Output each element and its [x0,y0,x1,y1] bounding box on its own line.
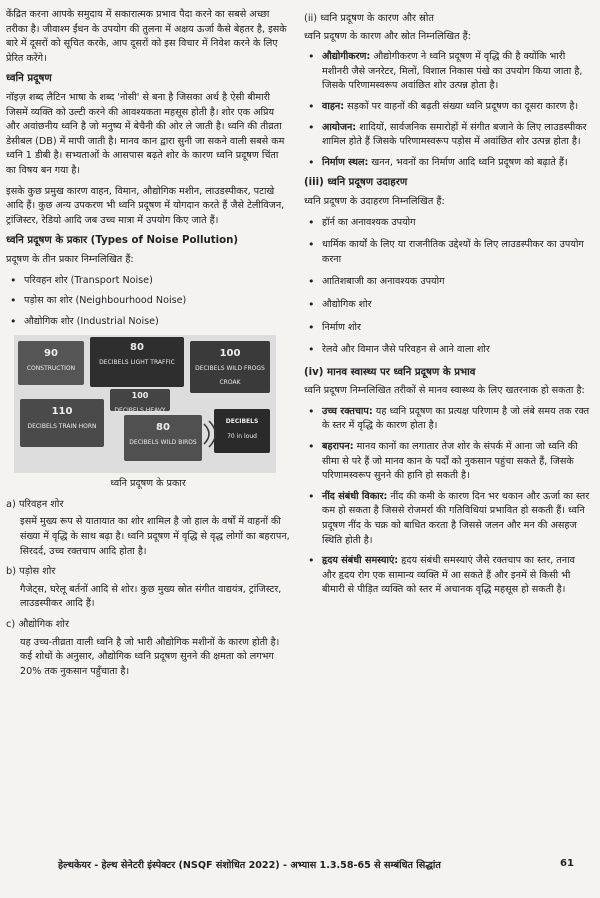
cause-item [304,156,590,171]
tile-label: DECIBELS WILD BIRDS [129,438,197,446]
causes-list [304,50,590,170]
birds-tile [124,415,202,461]
types-list [6,274,290,330]
section-c-text: यह उच्च-तीव्रता वाली ध्वनि है जो भारी औद्योगिक मशीनों के कारण होती है। कई शोधों के अनुसार, औद्योगिक ध्वनि प्रदूषण सुनने की क्षमता को लगभग 20% तक नुकसान पहुँचाता है। [20,636,280,677]
page-footer: हेल्थकेयर - हेल्थ सेनेटरी इंस्पेक्टर (NSQF संशोधित 2022) - अभ्यास 1.3.58-65 से सम्बंधित सिद्धांत [58,860,441,871]
cause-item [304,121,590,150]
example-item: • निर्माण शोर [304,321,590,336]
cause-term: औद्योगीकरण: [322,51,371,63]
tile-label: DECIBELS LIGHT TRAFFIC [99,358,175,366]
tile-value: 90 [44,348,58,360]
noise-paragraph-2: इसके कुछ प्रमुख कारण वाहन, विमान, औद्योगिक मशीन, लाउडस्पीकर, पटाखे आदि हैं। कुछ अन्य उपकरण भी ध्वनि प्रदूषण में योगदान करते हैं जैसे टेलीविजन, ट्रांजिस्टर, रेडियो आदि जब उच्च मात्रा में उपयोग किए जाते हैं। [6,185,285,226]
heavy-traffic-tile [110,389,170,414]
tile-label: CONSTRUCTION [26,364,76,372]
example-item: • हॉर्न का अनावश्यक उपयोग [304,216,590,231]
effect-text: यह ध्वनि प्रदूषण का प्रत्यक्ष परिणाम है जो लंबे समय तक रक्त के स्तर में वृद्धि के कारण होता है। [322,405,590,432]
cause-term: वाहन: [322,100,345,112]
types-intro: प्रदूषण के तीन प्रकार निम्नलिखित हैं: [6,253,134,265]
cause-term: निर्माण स्थल: [322,156,369,168]
page-number: 61 [560,858,574,869]
example-item: • धार्मिक कार्यों के लिए या राजनीतिक उद्देश्यों के लिए लाउडस्पीकर का उपयोग करना [304,238,590,267]
noise-types-figure [14,335,276,473]
cause-text: औद्योगीकरण ने ध्वनि प्रदूषण में वृद्धि की है क्योंकि भारी मशीनरी जैसे जनरेटर, मिलों, विशाल निकास पंखे का उपयोग किया जाता है, जिसके परिणामस्वरूप अवांछित शोर उत्पन्न होता है। [322,51,583,92]
tile-value: 80 [130,342,144,354]
effect-term: नींद संबंधी विकार: [322,490,388,502]
cause-text: शादियों, सार्वजनिक समारोहों में संगीत बजाने के लिए लाउडस्पीकर शामिल होते हैं जिसके परिणामस्वरूप पड़ोस में अवांछित शोर उत्पन्न होता है। [322,121,587,148]
effects-heading: (iv) मानव स्वास्थ्य पर ध्वनि प्रदूषण के प्रभाव [304,366,476,378]
types-heading: ध्वनि प्रदूषण के प्रकार (Types of Noise Pollution) [6,235,239,247]
effect-text: नींद की कमी के कारण दिन भर थकान और ऊर्जा का स्तर कम हो सकता है जिससे रोजमर्रा की गतिविधियां प्रभावित हो सकती हैं। ध्वनि प्रदूषण नींद के चक्र को बाधित करता है जिससे जलन और मन की असहज स्थिति होती है। [322,490,590,546]
example-item: • रेलवे और विमान जैसे परिवहन से आने वाला शोर [304,343,590,358]
tile-value: 100 [219,348,241,360]
effect-item [304,405,590,434]
effect-term: उच्च रक्तचाप: [322,405,373,417]
effects-list [304,405,590,598]
causes-intro: ध्वनि प्रदूषण के कारण और स्रोत निम्नलिखित हैं: [304,30,471,42]
types-item: • परिवहन शोर (Transport Noise) [6,274,290,289]
causes-heading: (ii) ध्वनि प्रदूषण के कारण और स्रोत [304,13,434,24]
tile-label: DECIBELS WILD FROGS CROAK [195,364,265,387]
effect-text: हृदय संबंधी समस्याएं जैसे रक्तचाप का स्तर, तनाव और हृदय रोग एक सामान्य व्यक्ति में आ सकते हैं और इनमें से किसी भी बीमारी से पीड़ित व्यक्ति को स्तर में अचानक वृद्धि महसूस हो सकती है। [322,555,575,596]
effect-item [304,554,590,598]
types-item: • औद्योगिक शोर (Industrial Noise) [6,315,290,330]
loud-tile [214,409,270,453]
cause-text: सड़कों पर वाहनों की बढ़ती संख्या ध्वनि प्रदूषण का दूसरा कारण है। [344,100,579,112]
types-item: • पड़ोस का शोर (Neighbourhood Noise) [6,294,290,309]
cause-item [304,50,590,94]
effects-intro: ध्वनि प्रदूषण निम्नलिखित तरीकों से मानव स्वास्थ्य के लिए खतरनाक हो सकता है: [304,385,585,397]
tile-value: 100 [131,391,149,401]
noise-paragraph-1: नॉइज़ शब्द लैटिन भाषा के शब्द 'नोसी' से बना है जिसका अर्थ है ऐसी बीमारी जिसमें व्यक्ति को उल्टी करने की आवश्यकता महसूस होती है। शोर एक अप्रिय और अवांछनीय ध्वनि है जो मनुष्य में बेचैनी की ओर ले जाती है। ध्वनि की तीव्रता डेसीबल (DB) में मापी जाती है। मानव कान द्वारा सुनी जा सकने वाली सबसे कम ध्वनि 1 डीबी है। सभ्यताओं के आसपास बढ़ते शोर के कारण ध्वनि प्रदूषण चिंता का विषय बन गया है। [6,91,285,176]
figure-caption: ध्वनि प्रदूषण के प्रकार [110,478,186,490]
effect-term: बहरापन: [322,441,354,453]
examples-intro: ध्वनि प्रदूषण के उदाहरण निम्नलिखित हैं: [304,195,445,207]
effect-text: मानव कानों का लगातार तेज शोर के संपर्क में आना जो ध्वनि की सीमा से परे हैं जो मानव कान के पर्दों को नुकसान पहुंचा सकते हैं, जिसके परिणामस्वरूप सुनने की हानि हो सकती है। [322,441,578,482]
example-item: • आतिशबाजी का अनावश्यक उपयोग [304,275,590,290]
example-item: • औद्योगिक शोर [304,298,590,313]
tile-value: DECIBELS [225,418,259,426]
section-b-heading: b) पड़ोस शोर [6,566,56,578]
tile-value: 110 [51,406,73,418]
noise-heading: ध्वनि प्रदूषण [6,73,52,85]
tile-value: 80 [156,422,170,434]
intro-paragraph: केंद्रित करना आपके समुदाय में सकारात्मक प्रभाव पैदा करने का सबसे अच्छा तरीका है। जीवाश्म ईंधन के उपयोग की तुलना में अक्षय ऊर्जा कैसे बेहतर है, इसके बारे में दूसरों को सूचित करके, आप दूसरों को इस विचार में निवेश करने के लिए प्रेरित करेंगे। [6,9,287,64]
section-b-text: गैजेट्स, घरेलू बर्तनों आदि से शोर। कुछ मुख्य स्रोत संगीत वाद्ययंत्र, ट्रांजिस्टर, लाउडस्पीकर आदि हैं। [20,583,282,610]
sound-waves-icon [200,419,218,449]
tile-label: 70 in loud [227,432,257,440]
effect-item [304,440,590,484]
frogs-tile [190,341,270,393]
examples-list [304,216,590,358]
section-c-heading: c) औद्योगिक शोर [6,619,69,631]
traffic-tile [90,337,184,387]
tile-label: DECIBELS TRAIN HORN [27,422,97,430]
train-tile [20,399,104,447]
construction-tile [18,341,84,385]
cause-text: खनन, भवनों का निर्माण आदि ध्वनि प्रदूषण को बढ़ाते हैं। [368,156,568,168]
cause-term: आयोजन: [322,121,357,133]
left-column [6,8,290,685]
right-column [304,8,590,604]
section-a-heading: a) परिवहन शोर [6,498,64,510]
cause-item [304,100,590,115]
effect-item [304,490,590,548]
tile-label: DECIBELS HEAVY [114,406,166,414]
section-a-text: इसमें मुख्य रूप से यातायात का शोर शामिल है जो हाल के वर्षों में वाहनों की संख्या में वृद्धि के साथ बढ़ा है। ध्वनि प्रदूषण में वृद्धि से वृद्ध लोगों का बहरापन, सिरदर्द, उच्च रक्तचाप आदि होता है। [20,516,290,557]
examples-heading: (iii) ध्वनि प्रदूषण उदाहरण [304,177,408,189]
effect-term: हृदय संबंधी समस्याएं: [322,555,399,567]
